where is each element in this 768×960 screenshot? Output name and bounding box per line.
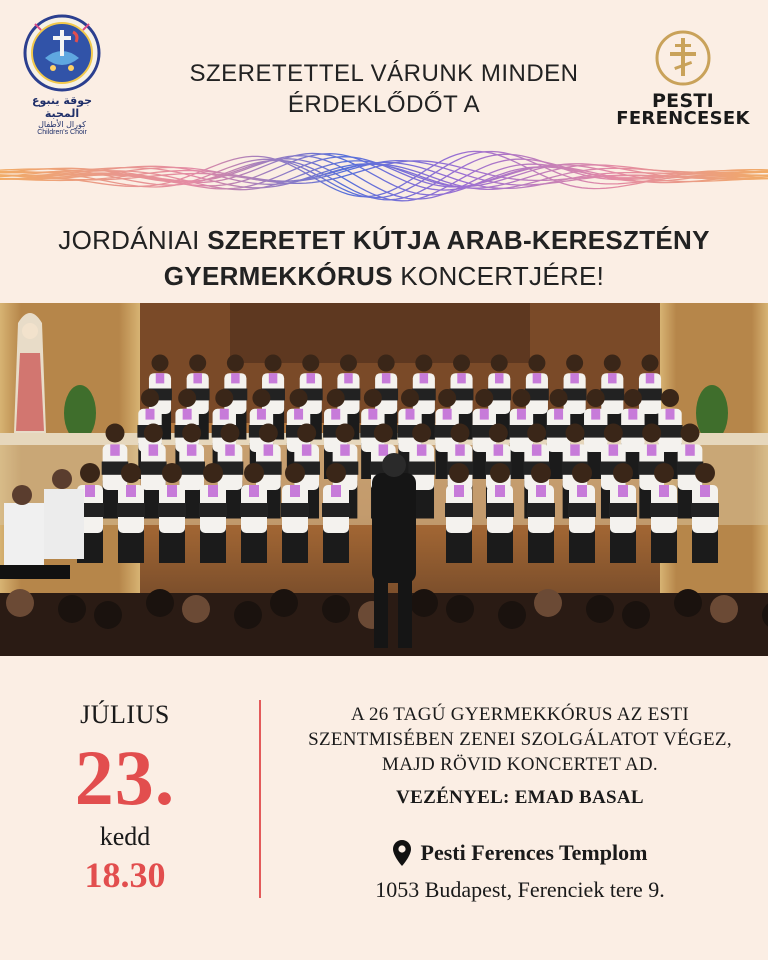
audience-member [94, 601, 122, 629]
choir-logo-english-sub: Children's Choir [37, 129, 87, 136]
audience-member [446, 595, 474, 623]
headline-choir-name: SZERETET KÚTJA ARAB-KERESZTÉNY [207, 225, 710, 255]
headline-concert: KONCERTJÉRE! [392, 261, 605, 291]
event-location [292, 840, 748, 903]
description-line-1: A 26 TAGÚ GYERMEKKÓRUS AZ ESTI [350, 704, 690, 725]
audience-member [234, 601, 262, 629]
choir-emblem-icon [23, 14, 101, 92]
event-day: 23. [74, 734, 176, 821]
info-divider [259, 700, 261, 898]
audience-member [146, 589, 174, 617]
audience-member [586, 595, 614, 623]
invite-text [140, 58, 628, 120]
audience-member [58, 595, 86, 623]
location-name: Pesti Ferences Templom [420, 840, 648, 865]
headline-choir-type: GYERMEKKÓRUS [163, 261, 393, 291]
event-month: JÚLIUS [80, 700, 170, 729]
event-date [40, 700, 210, 896]
orthodox-cross-icon [655, 30, 711, 86]
franciscan-logo-line-1: PESTI [651, 90, 715, 112]
choir-logo [14, 14, 110, 144]
audience-member [710, 595, 738, 623]
sound-wave-decoration [0, 140, 768, 210]
audience-member [182, 595, 210, 623]
description-line-3: MAJD RÖVID KONCERTET AD. [382, 754, 658, 775]
choir-logo-arabic-name: جوقة ينبوع المحبة [31, 94, 93, 120]
invite-line-1: SZERETETTEL VÁRUNK MINDEN [189, 60, 579, 87]
franciscan-logo [608, 30, 758, 128]
audience-member [6, 589, 34, 617]
event-weekday: kedd [99, 822, 151, 851]
choir-logo-arabic-sub: كورال الأطفال [38, 120, 86, 129]
audience-member [498, 601, 526, 629]
concert-headline [20, 222, 748, 294]
choir-photo [0, 303, 768, 656]
franciscan-logo-line-2: FERENCESEK [616, 108, 750, 129]
audience-member [322, 595, 350, 623]
headline-country: JORDÁNIAI [58, 225, 208, 255]
description-line-2: SZENTMISÉBEN ZENEI SZOLGÁLATOT VÉGEZ, [308, 729, 732, 750]
audience-member [674, 589, 702, 617]
audience-member [270, 589, 298, 617]
audience-member [410, 589, 438, 617]
location-address: 1053 Budapest, Ferenciek tere 9. [375, 877, 665, 902]
audience-member [534, 589, 562, 617]
map-pin-icon [393, 840, 411, 866]
event-time: 18.30 [84, 855, 166, 895]
audience-member [622, 601, 650, 629]
event-conductor: VEZÉNYEL: EMAD BASAL [396, 787, 644, 808]
choir-photo-illustration [0, 303, 768, 656]
invite-line-2: ÉRDEKLŐDŐT A [287, 91, 481, 118]
event-description [292, 702, 748, 777]
